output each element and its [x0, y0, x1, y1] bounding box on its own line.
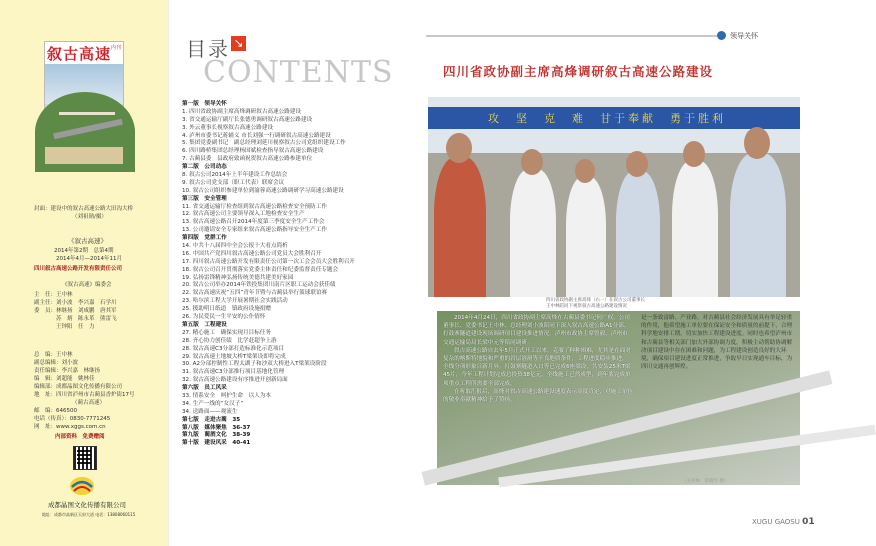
cover-issue-label: 内刊 [110, 45, 121, 51]
toc-entry[interactable]: 5. 集团党委副书记 副总经理刘延川视察叙古公司党组织建设工作 [182, 140, 346, 147]
article-paragraph: 叙古高速公路自去年5月正式开工以来，克服了种种困难，尤其是在面对复杂的喀斯特地貌和严重的岩层溶洞等不良地质条件，工程进度稳步推进，全线分项形象日新月异。打鼓寨隧道入口等已完成6座梁设，共安装25米T梁45片，今年工程计划完成总投资38亿元，全线施工已然成型，到年底完成单项重点工程所需要全部完成。 [443, 347, 631, 387]
deputy-editor: 副总编辑：刘小波 [34, 360, 79, 366]
toc-section-heading: 第七版 走进古蔺 35 [182, 416, 241, 423]
article-paragraph: 2014年4月24日，四川省政协副主席高烽在古蔺县委书记何广权，公司董事长、党委书记王中林、总经理刘小波陪同下深入叙古高速公路A1分部、打鼓寨隧道建设现场调研项目建设推进情况。泸州市政协主席曾毅、泸州市交通运输局局长梁中元等陪同调研。 [443, 315, 630, 346]
person-figure [434, 157, 486, 297]
date-line: 2014年4月—2014年11月 [56, 256, 122, 262]
internal-notice: 内部资料 免费赠阅 [55, 434, 105, 440]
issue-line: 2014年第2期 总第4期 [54, 248, 114, 254]
chief-editor: 总 编：王中林 [34, 352, 73, 358]
toc-entry[interactable]: 13. 公司邀请安全专家组来叙古高速公路指导安全生产工作 [182, 227, 327, 234]
exec-editor: 责任编辑：李兴嘉 林继扬 [34, 368, 101, 374]
toc-section-heading: 第二版 公司动态 [182, 164, 227, 171]
toc-section-heading: 第九版 蔺酒文化 38-39 [182, 432, 251, 439]
person-figure [566, 177, 606, 297]
toc-entry[interactable]: 16. 中国共产党四川叙古高速公路公司党员大会胜利召开 [182, 250, 322, 257]
toc-entry[interactable]: 23. 哈尔滨工程大学开展暑期社会实践活动 [182, 298, 288, 305]
toc-entry[interactable]: 18. 叙古公司召开贯彻落实党委主体责任和纪委监督责任专题会 [182, 266, 339, 273]
person-figure [510, 169, 556, 297]
article-paragraph: 是一条致富路、产业路，对古蔺县社会经济发展具有举足轻重的作用，他希望施工单位要在保证安全和质量的前提下，合理科学地安排工期，切实加快工程建设进度。同时也希望泸州市和古蔺县等相关部门加大外部协调力度，积极主动帮助协调解决项目建设中存在困难和问题，为工程建设创造良好的大环境，确保项目建设进度正常推进，争取早日实现通车目标，为四川交通再创辉煌。 [641, 315, 793, 371]
toc-entry[interactable]: 3. 省交通运输厅副厅长张德勇调研叙古高速公路建设 [182, 116, 313, 123]
person-head [626, 151, 648, 177]
cover-caption: 封面：建设中的叙古高速公路大田沟大桥 [34, 206, 134, 212]
publisher-logo-icon [62, 473, 102, 497]
toc-entry[interactable]: 6. 四川路桥集团总经理杨国斌检查指导叙古高速公路建设 [182, 148, 324, 155]
arrow-down-right-icon: ↘ [231, 36, 246, 51]
toc-entry[interactable]: 11. 省交通运输厅检查组到叙古高速公路检查安全预防工作 [182, 203, 327, 210]
magazine-title: 《叙古高速》 [68, 237, 107, 245]
toc-entry[interactable]: 12. 叙古高速公司主要领导深入工地检查安全生产 [182, 211, 305, 218]
board-members: 王钟阳 任 力 [34, 324, 95, 330]
board-members: 苏 炳 陈永革 熊雷飞 [34, 316, 117, 322]
table-of-contents [182, 101, 412, 448]
article-paragraph: 在听取汇报后，高烽对叙古高速公路建设速度表示高度肯定，对施工单位的敬业奉献精神给予了赞扬。 [443, 388, 634, 404]
photo-caption-line: 王中林陪同下视察叙古高速公路建设情况 [546, 304, 627, 309]
toc-entry[interactable]: 22. 叙古高速庆祝“五四”青年节暨与古蔺县举行篮球联谊赛 [182, 290, 328, 297]
person-head [575, 159, 595, 183]
toc-entry[interactable]: 9. 叙古公司党支部（职工代表）联席会议 [182, 179, 285, 186]
toc-section-heading: 第四版 党群工作 [182, 235, 227, 242]
article-body-column-1 [443, 314, 633, 404]
toc-entry[interactable]: 34. 送路面——观流生 [182, 408, 238, 415]
qr-code-icon [73, 446, 97, 470]
toc-section-heading: 第一版 领导关怀 [182, 101, 227, 107]
cover-title: 叙古高速 [47, 45, 112, 63]
photo-banner-text: 攻 坚 克 难 甘于奉献 勇于胜利 [488, 112, 726, 125]
editorial-dept: 编辑部：成都晶图文化传播有限公司 [34, 384, 123, 390]
toc-entry[interactable]: 28. 叙古高速C3分部打造标准化示范项目 [182, 345, 285, 352]
contents-heading: 目录 [186, 37, 230, 61]
person-head [744, 127, 770, 159]
toc-entry[interactable]: 1. 四川省政协副主席高烽调研叙古高速公路建设 [182, 108, 301, 115]
toc-section-heading: 第五版 工程建设 [182, 321, 227, 328]
postcode: 邮 编：646500 [34, 408, 77, 414]
website: 网 址：www.xggs.com.cn [34, 424, 106, 430]
article-photo-visit [428, 97, 800, 297]
cover-bottom-band [45, 147, 123, 164]
toc-entry[interactable]: 19. 弘扬雷锋精神弘扬传统美德共建美好家园 [182, 274, 294, 281]
editorial-board-title: 《叙古高速》编委会 [62, 282, 112, 288]
page-footer [752, 517, 815, 527]
person-figure [672, 161, 718, 297]
toc-section-heading: 第六版 员工风采 [182, 385, 227, 392]
toc-entry[interactable]: 4. 泸州市委书记蒋辅义 市长刘强一行调研叙古高速公路建设 [182, 132, 331, 139]
toc-entry[interactable]: 10. 叙古公司组织参建单位到渝蓉高速公路调研学习高速公路建设 [182, 187, 344, 194]
person-head [446, 133, 472, 163]
article-body-column-2 [641, 314, 795, 371]
toc-entry[interactable]: 25. 援助明日纸道 镇政府设施捐赠 [182, 306, 271, 313]
person-head [521, 149, 543, 175]
board-vice-chief: 副主任：刘小波 李兴嘉 石学川 [34, 300, 117, 306]
publisher-name: 成都晶图文化传播有限公司 [48, 501, 126, 509]
photo-caption-line: 四川省政协副主席高烽（右一）在叙古公司董事长 [546, 298, 645, 303]
toc-section-heading: 第十版 建设风采 40-41 [182, 440, 251, 447]
article-headline: 四川省政协副主席高烽调研叙古高速公路建设 [443, 64, 714, 79]
toc-entry[interactable]: 34. 生产一线的“女汉子” [182, 400, 244, 407]
page-number: 01 [802, 517, 815, 527]
cover-bridge [59, 112, 115, 115]
address-note: （蔺古高速） [72, 400, 106, 406]
toc-entry[interactable]: 14. 中共十八届四中全会公报十大看点简析 [182, 243, 288, 250]
toc-entry[interactable]: 17. 四川叙古高速公路开发有限责任公司第一次工会会员大会胜利召开 [182, 258, 355, 265]
photo-caption [546, 298, 645, 310]
masthead-column [0, 0, 168, 546]
publisher-note: 地址：成都市高新区天府大道 电话：13808060115 [42, 512, 136, 517]
toc-entry[interactable]: 30. A2分部控制性工程太湖子和沙双大桥进入T梁架设阶段 [182, 361, 327, 368]
toc-entry[interactable]: 20. 叙古公司举办2014年铁投集团川南片区职工运动会获佳绩 [182, 282, 336, 289]
column-divider [168, 0, 169, 546]
toc-entry[interactable]: 8. 叙古公司2014年上半年建设工作总结会 [182, 172, 288, 179]
toc-entry[interactable]: 28. 齐心协力创佳绩 比学赶超争上游 [182, 337, 277, 344]
toc-entry[interactable]: 13. 叙古高速公路召开2014年度第三季度安全生产工作会 [182, 219, 325, 226]
section-tag-icon [717, 31, 726, 40]
cover-thumbnail [44, 41, 124, 165]
contents-word: CONTENTS [203, 55, 394, 90]
person-head [683, 141, 705, 167]
toc-entry[interactable]: 33. 情系安全 呵护生命 以人为本 [182, 392, 271, 399]
editors: 编 辑：刘超能 姚林佳 [34, 376, 95, 382]
toc-entry[interactable]: 3. 外云董事长视察叙古高速公路建设 [182, 124, 274, 131]
person-figure [730, 153, 786, 297]
page-footer-label: XUGU GAOSU [752, 518, 800, 526]
board-members: 委 员：林继扬 刘咸鹏 唐其军 [34, 308, 117, 314]
toc-entry[interactable]: 29. 叙古高速土地坡大桥T梁架设即将完成 [182, 353, 286, 360]
toc-entry[interactable]: 31. 叙古高速C3分部推行项目基地化管理 [182, 369, 285, 376]
address: 地 址：四川省泸州市古蔺县香炉街17号 [34, 392, 135, 398]
toc-section-heading: 第三版 安全管理 [182, 195, 227, 202]
board-chief: 主 任：王中林 [34, 292, 73, 298]
toc-entry[interactable]: 7. 古蔺县委 县政府致函祝贺叙古高速公路参建单位 [182, 156, 313, 163]
toc-entry[interactable]: 26. 为民爱民一生平安的公仆情怀 [182, 314, 266, 321]
toc-section-heading: 第八版 媒体聚焦 36-37 [182, 424, 251, 431]
section-tag-label: 领导关怀 [730, 32, 758, 40]
phone: 电话（传真）：0830-7771245 [34, 416, 111, 422]
toc-entry[interactable]: 27. 精心施工 确保实现月目标任务 [182, 329, 271, 336]
photo-credit: （王中林 蒋晓华 摄） [682, 479, 729, 484]
person-figure [616, 171, 660, 297]
company-name: 四川叙古高速公路开发有限责任公司 [34, 266, 123, 272]
toc-entry[interactable]: 32. 叙古高速公路建设有序推进开创新局面 [182, 377, 288, 384]
cover-photographer: （刘祖勋/摄） [72, 214, 107, 220]
